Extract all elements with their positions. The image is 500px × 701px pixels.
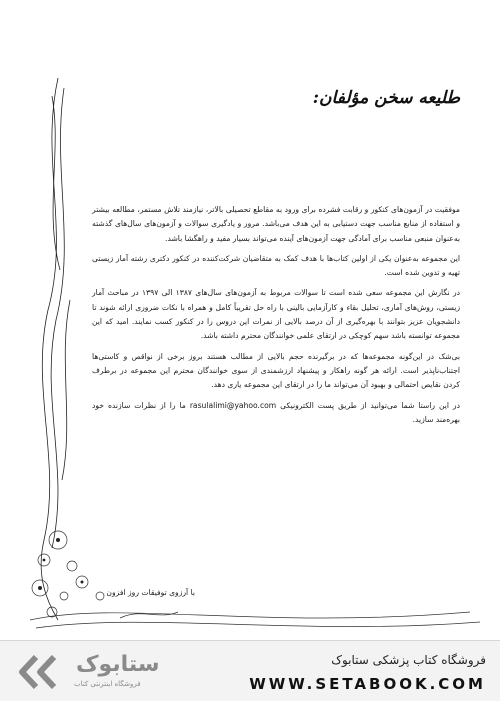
- paragraph: این مجموعه به‌عنوان یکی از اولین کتاب‌ها با هدف کمک به متقاضیان شرکت‌کننده در کنکور دکتری رشته آمار زیستی تهیه و تدوین شده است.: [92, 253, 460, 278]
- body-text: [92, 203, 460, 433]
- store-url-link[interactable]: WWW.SETABOOK.COM: [249, 675, 486, 693]
- store-footer: [0, 640, 500, 701]
- paragraph: بی‌شک در این‌گونه مجموعه‌ها که در برگیرنده حجم بالایی از مطالب هستند بروز برخی از نواقص و کاستی‌ها اجتناب‌ناپذیر است. ارائه هر گونه راهکار و پیشنهاد ارزشمندی از سوی خوانندگان محترم این مجموعه در برطرف کردن نقایص احتمالی و بهبود آن می‌تواند ما را در ارتقای این مجموعه یاری دهد.: [92, 351, 460, 390]
- paragraph: موفقیت در آزمون‌های کنکور و رقابت فشرده برای ورود به مقاطع تحصیلی بالاتر، نیازمند تلاش مستمر، مطالعه بیشتر و استفاده از منابع مناسب جهت دستیابی به این هدف می‌باشد. مرور و یادگیری سوالات و آزمون‌های سال‌های گذشته به‌عنوان منبعی مناسب برای آمادگی جهت آزمون‌های آینده می‌تواند بسیار مفید و راهگشا باشد.: [92, 205, 460, 243]
- chevron-logo-icon: [14, 649, 70, 695]
- store-name: فروشگاه کتاب پزشکی ستابوک: [331, 653, 486, 667]
- paragraph: در این راستا شما می‌توانید از طریق پست الکترونیکی rasulalimi@yahoo.com ما را از نظرات سازنده خود بهره‌مند سازید.: [92, 400, 460, 424]
- logo-text: ستابوک: [76, 652, 160, 677]
- page-title: طلیعه سخن مؤلفان:: [312, 88, 460, 108]
- closing-signature: با آرزوی توفیقات روز افزون: [106, 588, 195, 597]
- logo-subtitle: فروشگاه اینترنتی کتاب: [74, 680, 141, 688]
- store-logo[interactable]: [14, 649, 214, 695]
- paragraph: در نگارش این مجموعه سعی شده است تا سوالات مربوط به آزمون‌های سال‌های ۱۳۸۷ الی ۱۳۹۷ در مباحث آمار زیستی، روش‌های آماری، تحلیل بقاء و کارآزمایی بالینی با راه حل تقریباً کامل و همراه با نکات ضروری ارائه شوند تا دانشجویان عزیز بتوانند با بهره‌گیری از آن درصد بالایی از نمرات این دروس را در کنکور کسب نمایند. امید که این مجموعه توانسته باشد سهم کوچکی در ارتقای علمی خوانندگان محترم داشته باشد.: [92, 288, 460, 341]
